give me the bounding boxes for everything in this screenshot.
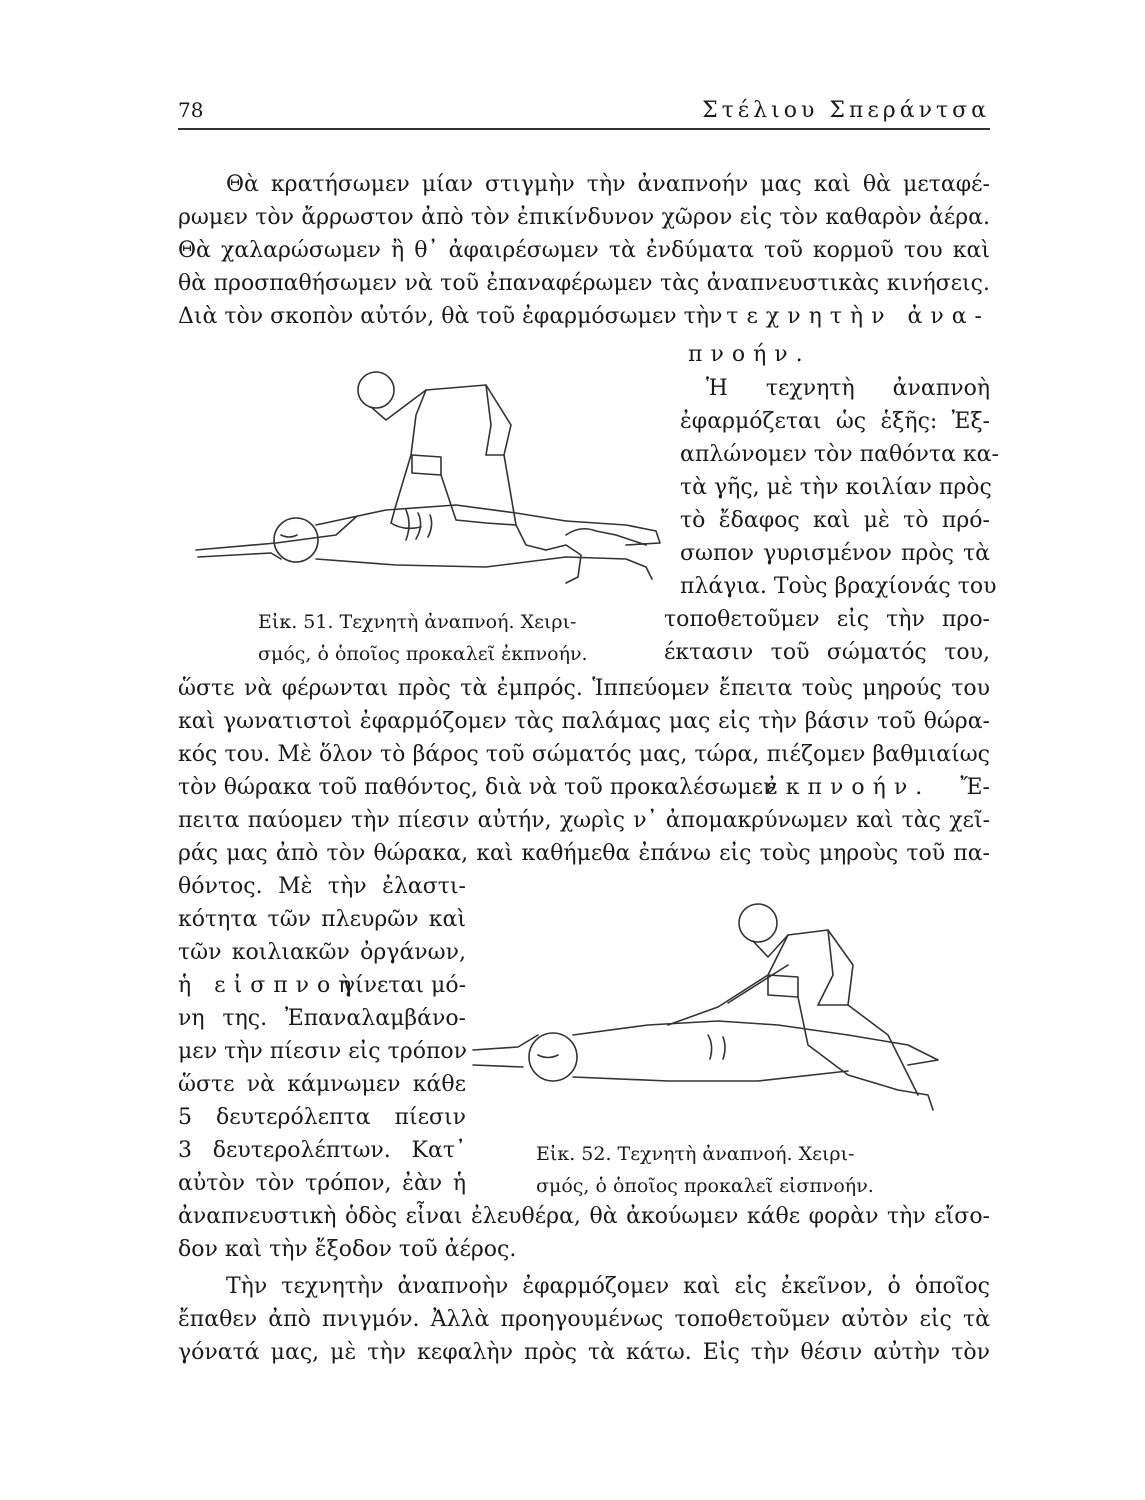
text-line: τῶν κοιλιακῶν ὀργάνων, [178, 940, 466, 965]
text-line: Τὴν τεχνητὴν ἀναπνοὴν ἐφαρμόζομεν καὶ εἰς ἐκεῖνον, ὁ ὁποῖος [226, 1274, 990, 1299]
text-line: 3 δευτερολέπτων. Κατ᾽ [178, 1138, 466, 1163]
page-number: 78 [178, 98, 204, 122]
spaced-term: ἐκπνοήν. [766, 775, 931, 800]
text-line [178, 300, 990, 333]
text-line: θόντος. Μὲ τὴν ἐλαστι- [178, 874, 466, 899]
spaced-term: ἡ εἰσπνοὴ [178, 973, 360, 998]
text-line: μεν τὴν πίεσιν εἰς τρόπον [178, 1039, 468, 1064]
text-line: Θὰ χαλαρώσωμεν ἢ θ᾽ ἀφαιρέσωμεν τὰ ἐνδύματα τοῦ κορμοῦ του καὶ [178, 238, 990, 263]
text-line: ἐφαρμόζεται ὡς ἑξῆς: Ἐξ- [680, 409, 990, 434]
text-line: κός του. Μὲ ὅλον τὸ βάρος τοῦ σώματός μας, τώρα, πιέζομεν βαθμιαίως [178, 742, 990, 767]
text-line: Ἡ τεχνητὴ ἀναπνοὴ [706, 376, 990, 401]
text-segment: τὸν θώρακα τοῦ παθόντος, διὰ νὰ τοῦ προκαλέσωμεν [178, 775, 777, 800]
text-line: σωπον γυρισμένον πρὸς τὰ [680, 541, 990, 566]
text-line: έκτασιν τοῦ σώματός του, [664, 640, 990, 665]
text-line: ρωμεν τὸν ἄρρωστον ἀπὸ τὸν ἐπικίνδυνον χῶρον εἰς τὸν καθαρὸν ἀέρα. [178, 205, 990, 230]
text-line: πλάγια. Τοὺς βραχίονάς του [680, 574, 997, 599]
running-head: Στέλιου Σπεράντσα [702, 98, 990, 123]
text-line: ἀναπνευστικὴ ὁδὸς εἶναι ἐλευθέρα, θὰ ἀκούωμεν κάθε φορὰν τὴν εἴσο- [178, 1204, 990, 1229]
text-line: κότητα τῶν πλευρῶν καὶ [178, 907, 466, 932]
text-segment: γίνεται μό- [341, 973, 466, 998]
figure-52-caption-line2: σμός, ὁ ὁποῖος προκαλεῖ εἰσπνοήν. [536, 1175, 874, 1197]
text-line: γόνατά μας, μὲ τὴν κεφαλὴν πρὸς τὰ κάτω. Εἰς τὴν θέσιν αὐτὴν τὸν [178, 1340, 990, 1365]
page-header [178, 98, 990, 128]
text-line: τὰ γῆς, μὲ τὴν κοιλίαν πρὸς [680, 475, 992, 500]
text-line: αὐτὸν τὸν τρόπον, ἐὰν ἡ [178, 1171, 466, 1196]
text-line [178, 771, 990, 804]
text-line: απλώνομεν τὸν παθόντα κα- [680, 442, 999, 467]
spaced-term: πνοήν. [688, 342, 811, 367]
text-line: θὰ προσπαθήσωμεν νὰ τοῦ ἐπαναφέρωμεν τὰς ἀναπνευστικὰς κινήσεις. [178, 271, 990, 296]
text-line: ὥστε νὰ κάμνωμεν κάθε [178, 1072, 466, 1097]
text-line: 5 δευτερόλεπτα πίεσιν [178, 1105, 466, 1130]
text-line: δον καὶ τὴν ἔξοδον τοῦ ἀέρος. [178, 1237, 517, 1262]
text-segment: Ἔ- [960, 775, 990, 800]
text-segment: Διὰ τὸν σκοπὸν αὐτόν, θὰ τοῦ ἐφαρμόσωμεν τὴν [178, 304, 723, 329]
header-rule [178, 128, 990, 130]
text-line: νη της. Ἐπαναλαμβάνο- [178, 1006, 466, 1031]
text-line: ράς μας ἀπὸ τὸν θώρακα, καὶ καθήμεθα ἐπάνω εἰς τοὺς μηροὺς τοῦ πα- [178, 841, 990, 866]
figure-52-caption-line1: Εἰκ. 52. Τεχνητὴ ἀναπνοή. Χειρι- [536, 1143, 855, 1165]
text-line: τὸ ἔδαφος καὶ μὲ τὸ πρό- [680, 508, 990, 533]
text-line: τοποθετοῦμεν εἰς τὴν προ- [664, 607, 990, 632]
text-line: πειτα παύομεν τὴν πίεσιν αὐτήν, χωρὶς ν᾽ ἀπομακρύνωμεν καὶ τὰς χεῖ- [178, 808, 990, 833]
spaced-term: τεχνητὴν ἀνα- [726, 304, 990, 329]
figure-51-illustration [186, 345, 666, 595]
text-line: ἔπαθεν ἀπὸ πνιγμόν. Ἀλλὰ προηγουμένως τοποθετοῦμεν αὐτὸν εἰς τὰ [178, 1307, 990, 1332]
text-line: ὥστε νὰ φέρωνται πρὸς τὰ ἐμπρός. Ἱππεύομεν ἔπειτα τοὺς μηρούς του [178, 676, 990, 701]
figure-51-caption-line1: Εἰκ. 51. Τεχνητὴ ἀναπνοή. Χειρι- [258, 611, 577, 633]
text-line: Θὰ κρατήσωμεν μίαν στιγμὴν τὴν ἀναπνοήν μας καὶ θὰ μεταφέ- [226, 172, 990, 197]
text-line: καὶ γωνατιστοὶ ἐφαρμόζομεν τὰς παλάμας μας εἰς τὴν βάσιν τοῦ θώρα- [178, 709, 990, 734]
figure-52-illustration [468, 885, 968, 1135]
text-line [178, 969, 466, 1002]
figure-51-caption-line2: σμός, ὁ ὁποῖος προκαλεῖ ἐκπνοήν. [258, 643, 588, 665]
